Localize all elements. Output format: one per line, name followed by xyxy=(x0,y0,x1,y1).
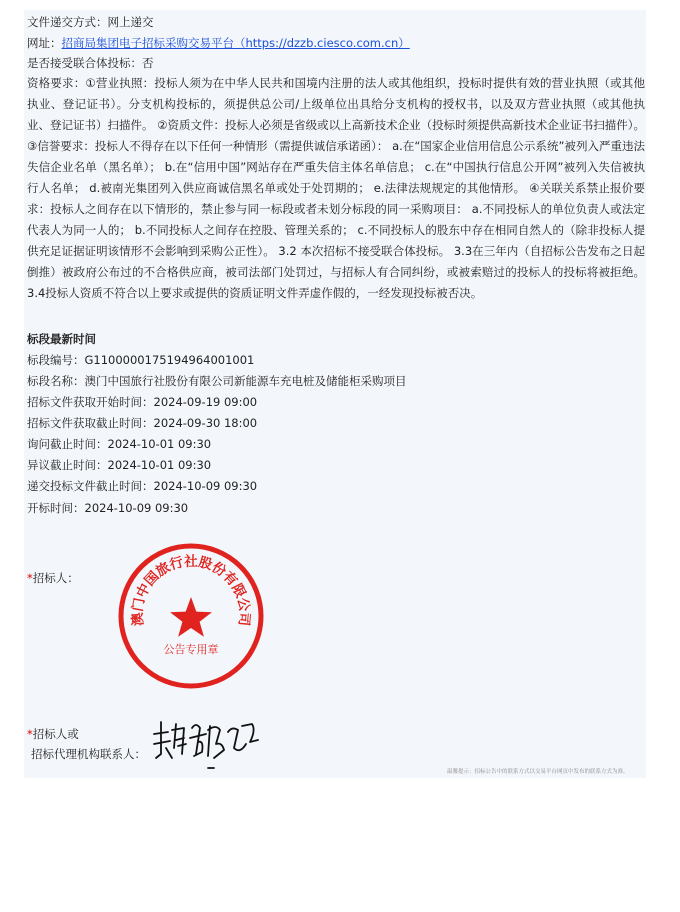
tenderer-label xyxy=(27,568,79,589)
website-link[interactable]: 招商局集团电子招标采购交易平台（https://dzzb.ciesco.com.cn） xyxy=(61,36,410,50)
website-label: 网址： xyxy=(27,36,62,50)
tenderer-label-text: 招标人： xyxy=(32,571,79,585)
section-item: 异议截止时间：2024-10-01 09:30 xyxy=(27,458,212,472)
footnote: 温馨提示：招标公告中的联系方式以交易平台网页中发布的联系方式为准。 xyxy=(447,769,629,775)
section-item: 招标文件获取截止时间：2024-09-30 18:00 xyxy=(27,416,258,430)
section-item: 询问截止时间：2024-10-01 09:30 xyxy=(27,437,212,451)
contact-label-line1 xyxy=(27,724,79,745)
seal-inner-text: 公告专用章 xyxy=(163,643,219,656)
website-row xyxy=(27,33,410,54)
section-item: 招标文件获取开始时间：2024-09-19 09:00 xyxy=(27,395,258,409)
required-asterisk: * xyxy=(27,727,33,741)
section-item: 递交投标文件截止时间：2024-10-09 09:30 xyxy=(27,479,258,493)
contact-label-text: 招标人或 xyxy=(32,727,79,741)
section-item: 开标时间：2024-10-09 09:30 xyxy=(27,501,189,515)
seal-ring-text: 澳门中国旅行社股份有限公司 xyxy=(129,553,253,627)
section-item: 标段编号：G1100000175194964001001 xyxy=(27,353,255,367)
handwritten-signature xyxy=(150,714,262,772)
joint-bid: 是否接受联合体投标：否 xyxy=(27,56,154,70)
section-title: 标段最新时间 xyxy=(27,332,96,346)
contact-label-line2: 招标代理机构联系人： xyxy=(31,747,146,761)
qualification-paragraph: 资格要求：①营业执照：投标人须为在中华人民共和国境内注册的法人或其他组织，投标时提供有效的营业执照（或其他执业、登记证书）。分支机构投标的，须提供总公司/上级单位出具给分支机构的授权书，以及双方营业执照（或其他执业、登记证书）扫描件。 ②资质文件：投标人必须是省级或以上高新技术企业（投标时须提供高新技术企业证书扫描件）。 ③信誉要求：投标人不得存在以下任何一种情形（需提供诚信承诺函）： a.在“国家企业信用信息公示系统”被列入严重违法失信企业名单（黑名单）； b.在“信用中国”网站存在严重失信主体名单信息； c.在“中国执行信息公开网”被列入失信被执行人名单； d.被南光集团列入供应商诚信黑名单或处于处罚期的； e.法律法规规定的其他情形。 ④关联关系禁止报价要求：投标人之间存在以下情形的，禁止参与同一标段或者未划分标段的同一采购项目： a.不同投标人的单位负责人或法定代表人为同一人的； b.不同投标人之间存在控股、管理关系的； c.不同投标人的股东中存在相同自然人的（除非投标人提供充足证据证明该情形不会影响到采购公正性）。 3.2 本次招标不接受联合体投标。 3.3在三年内（自招标公告发布之日起倒推）被政府公布过的不合格供应商，被司法部门处罚过，与招标人有合同纠纷，或被索赔过的投标人的投标将被拒绝。 3.4投标人资质不符合以上要求或提供的资质证明文件弄虚作假的，一经发现投标被否决。 xyxy=(27,76,645,300)
submission-method: 文件递交方式：网上递交 xyxy=(27,15,154,29)
star-icon xyxy=(170,597,212,637)
company-seal xyxy=(115,540,267,692)
required-asterisk: * xyxy=(27,571,33,585)
section-item: 标段名称：澳门中国旅行社股份有限公司新能源车充电桩及储能柜采购项目 xyxy=(27,374,407,388)
